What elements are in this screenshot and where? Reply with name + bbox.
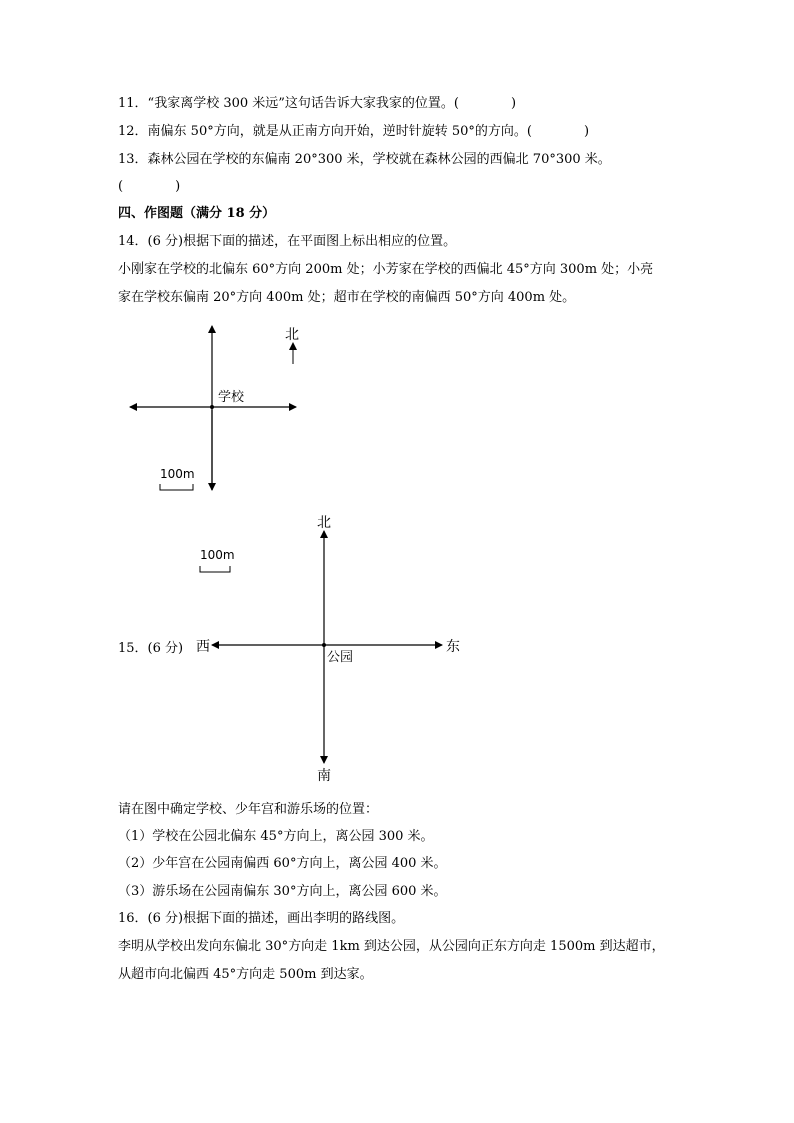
question-12: 12．南偏东 50°方向，就是从正南方向开始，逆时针旋转 50°的方向。( ) [118, 124, 590, 139]
fig15-west-label: 西 [196, 639, 210, 655]
question-11: 11．“我家离学校 300 米远”这句话告诉大家我家的位置。( ) [118, 96, 517, 111]
fig15-south-label: 南 [317, 768, 331, 784]
fig14-scale-label: 100m [160, 467, 195, 481]
question-16-desc-line2: 从超市向北偏西 45°方向走 500m 到达家。 [118, 967, 373, 982]
question-15-item-3: （3）游乐场在公园南偏东 30°方向上，离公园 600 米。 [118, 884, 447, 899]
question-15-title: 15．(6 分) [118, 641, 184, 656]
fig14-center-point [210, 405, 214, 409]
fig14-center-label: 学校 [218, 390, 245, 405]
section-heading-drawing: 四、作图题（满分 18 分） [118, 206, 276, 221]
question-16-desc-line1: 李明从学校出发向东偏北 30°方向走 1km 到达公园，从公园向正东方向走 1500m 到达超市， [118, 939, 665, 954]
fig15-east-label: 东 [446, 639, 460, 655]
question-16-title: 16．(6 分)根据下面的描述，画出李明的路线图。 [118, 911, 405, 926]
question-15-item-2: （2）少年宫在公园南偏西 60°方向上，离公园 400 米。 [118, 856, 447, 871]
fig14-scale-bar [160, 484, 193, 490]
fig15-north-label: 北 [317, 515, 331, 531]
fig15-scale-label: 100m [200, 548, 235, 562]
question-13-answer-paren: ( ) [118, 179, 181, 194]
question-15-prompt: 请在图中确定学校、少年宫和游乐场的位置： [118, 802, 379, 817]
question-14-desc-line1: 小刚家在学校的北偏东 60°方向 200m 处；小芳家在学校的西偏北 45°方向 300m 处；小亮 [118, 262, 654, 277]
fig15-scale-bar [200, 566, 230, 572]
fig14-north-label: 北 [285, 327, 299, 343]
question-15-item-1: （1）学校在公园北偏东 45°方向上，离公园 300 米。 [118, 829, 434, 844]
question-14-desc-line2: 家在学校东偏南 20°方向 400m 处；超市在学校的南偏西 50°方向 400m 处。 [118, 290, 576, 305]
fig15-center-point [322, 643, 326, 647]
fig15-center-label: 公园 [327, 650, 354, 665]
question-14-title: 14．(6 分)根据下面的描述，在平面图上标出相应的位置。 [118, 234, 457, 249]
question-13: 13．森林公园在学校的东偏南 20°300 米，学校就在森林公园的西偏北 70°300 米。 [118, 152, 611, 167]
